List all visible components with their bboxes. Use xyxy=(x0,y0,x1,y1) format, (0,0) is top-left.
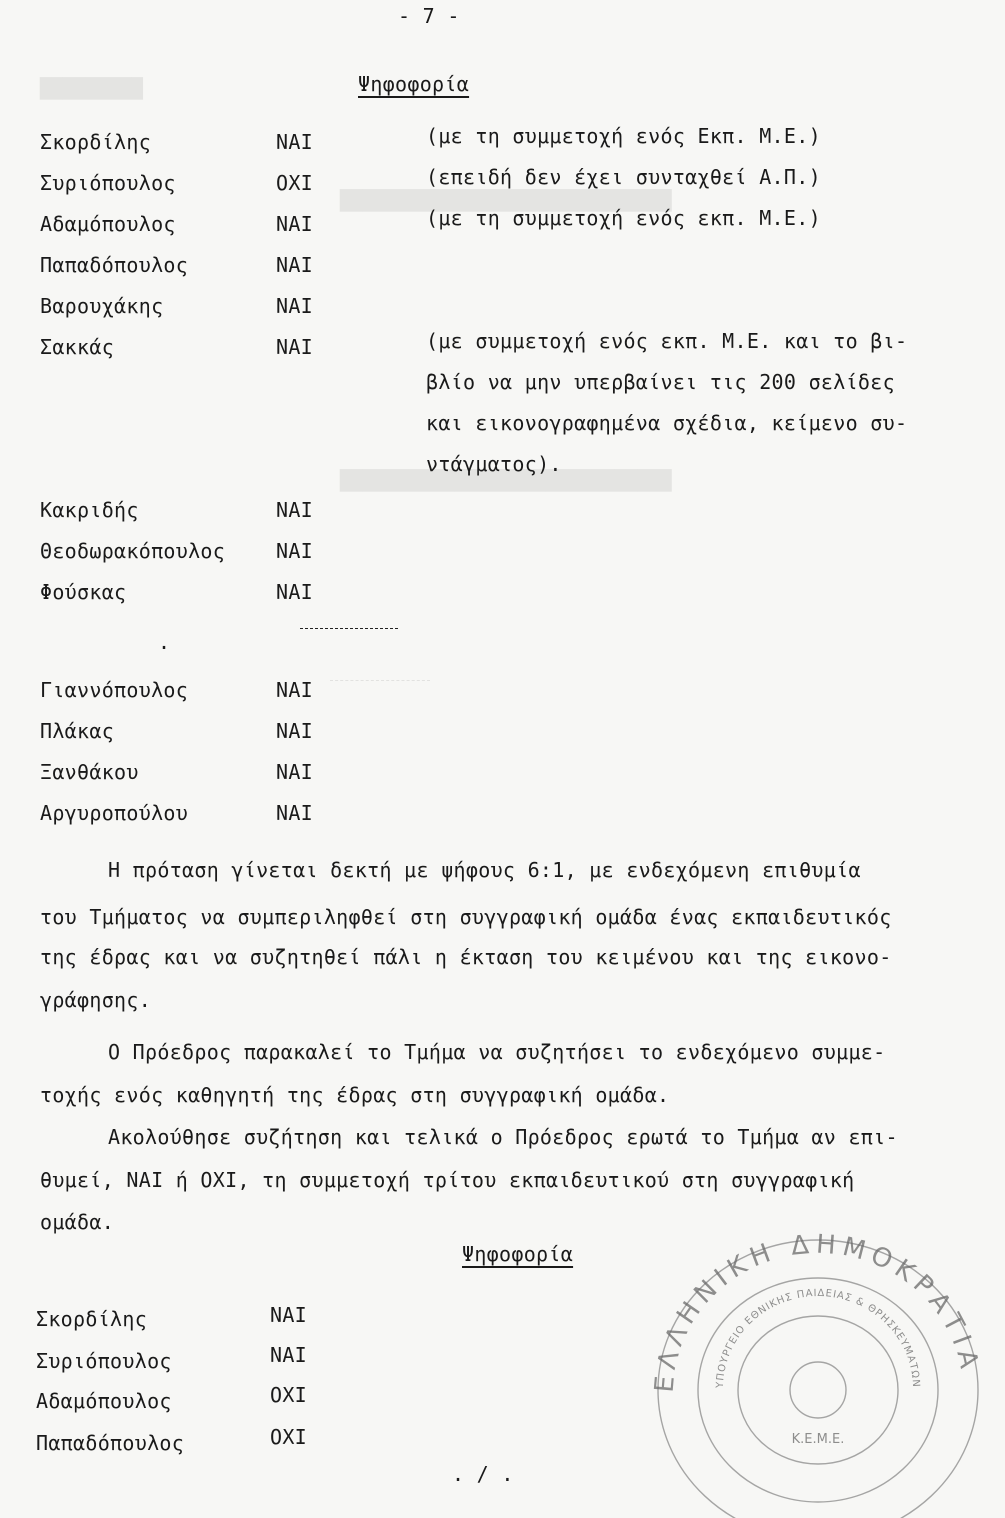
separator-dash xyxy=(300,628,398,629)
stamp-center-text: Κ.Ε.Μ.Ε. xyxy=(791,1432,845,1447)
continuation-mark: . / . xyxy=(452,1462,514,1486)
body-line: του Τμήματος να συμπεριληφθεί στη συγγραφική ομάδα ένας εκπαιδευτικός xyxy=(40,905,892,929)
vote1-value: ΟΧΙ xyxy=(276,171,314,195)
vote1-value: ΝΑΙ xyxy=(276,801,314,825)
vote1-name: Κακριδής xyxy=(40,498,139,522)
vote1-name: Παπαδόπουλος xyxy=(40,253,189,277)
vote1-name: Πλάκας xyxy=(40,719,115,743)
vote1-value: ΝΑΙ xyxy=(276,760,314,784)
vote1-name: Ξανθάκου xyxy=(40,760,139,784)
body-line: τοχής ενός καθηγητή της έδρας στη συγγραφική ομάδα. xyxy=(40,1083,670,1107)
page-number: - 7 - xyxy=(398,4,460,28)
official-stamp xyxy=(628,1228,1005,1518)
vote2-value: ΝΑΙ xyxy=(270,1303,308,1327)
body-line: ομάδα. xyxy=(40,1210,115,1234)
bleed-through-dash xyxy=(330,680,430,681)
vote1-value: ΝΑΙ xyxy=(276,719,314,743)
vote1-name: Γιαννόπουλος xyxy=(40,678,189,702)
vote-note: (επειδή δεν έχει συνταχθεί Α.Π.) xyxy=(426,165,821,189)
vote2-name: Παπαδόπουλος xyxy=(36,1431,185,1455)
vote1-value: ΝΑΙ xyxy=(276,580,314,604)
stamp-inner-text: ΥΠΟΥΡΓΕΙΟ ΕΘΝΙΚΗΣ ΠΑΙΔΕΙΑΣ & ΘΡΗΣΚΕΥΜΑΤΩΝ xyxy=(714,1287,922,1389)
vote1-value: ΝΑΙ xyxy=(276,253,314,277)
vote-note: και εικονογραφημένα σχέδια, κείμενο συ- xyxy=(426,411,908,435)
vote1-name: Σκορδίλης xyxy=(40,130,152,154)
vote-note: (με συμμετοχή ενός εκπ. Μ.Ε. και το βι- xyxy=(426,329,908,353)
vote2-name: Σκορδίλης xyxy=(36,1307,148,1331)
svg-text:ΥΠΟΥΡΓΕΙΟ ΕΘΝΙΚΗΣ ΠΑΙΔΕΙΑΣ & Θ xyxy=(715,1288,921,1389)
vote1-value: ΝΑΙ xyxy=(276,335,314,359)
vote2-heading: Ψηφοφορία xyxy=(462,1242,574,1266)
vote2-value: ΟΧΙ xyxy=(270,1383,308,1407)
vote1-name: Βαρουχάκης xyxy=(40,294,164,318)
vote2-value: ΟΧΙ xyxy=(270,1425,308,1449)
bleed-through-text: █████████████████████████████ xyxy=(340,190,672,212)
vote1-name: Αδαμόπουλος xyxy=(40,212,176,236)
vote1-value: ΝΑΙ xyxy=(276,130,314,154)
body-line: Η πρόταση γίνεται δεκτή με ψήφους 6:1, με ενδεχόμενη επιθυμία xyxy=(108,858,861,882)
vote-note: βλίο να μην υπερβαίνει τις 200 σελίδες xyxy=(426,370,895,394)
vote1-name: Σακκάς xyxy=(40,335,115,359)
vote2-value: ΝΑΙ xyxy=(270,1343,308,1367)
vote1-value: ΝΑΙ xyxy=(276,498,314,522)
vote1-name: Φούσκας xyxy=(40,580,127,604)
bleed-through-text: █████████████████████████████ xyxy=(340,470,672,492)
vote1-name: Αργυροπούλου xyxy=(40,801,189,825)
vote1-value: ΝΑΙ xyxy=(276,678,314,702)
vote2-name: Συριόπουλος xyxy=(36,1349,172,1373)
vote1-value: ΝΑΙ xyxy=(276,212,314,236)
vote-note: ντάγματος). xyxy=(426,452,562,476)
separator-dot: . xyxy=(158,630,171,654)
vote1-value: ΝΑΙ xyxy=(276,294,314,318)
stamp-outer-text: ΕΛΛΗΝΙΚΗ ΔΗΜΟΚΡΑΤΙΑ xyxy=(649,1229,985,1394)
body-line: της έδρας και να συζητηθεί πάλι η έκταση του κειμένου και της εικονο- xyxy=(40,945,892,969)
vote1-name: Θεοδωρακόπουλος xyxy=(40,539,226,563)
bleed-through-text: █████████ xyxy=(40,78,143,100)
body-line: Ο Πρόεδρος παρακαλεί το Τμήμα να συζητήσει το ενδεχόμενο συμμε- xyxy=(108,1040,886,1064)
vote1-value: ΝΑΙ xyxy=(276,539,314,563)
vote-note: (με τη συμμετοχή ενός εκπ. Μ.Ε.) xyxy=(426,206,821,230)
body-line: θυμεί, ΝΑΙ ή ΟΧΙ, τη συμμετοχή τρίτου εκπαιδευτικού στη συγγραφική xyxy=(40,1168,855,1192)
body-line: Ακολούθησε συζήτηση και τελικά ο Πρόεδρος ερωτά το Τμήμα αν επι- xyxy=(108,1125,898,1149)
body-line: γράφησης. xyxy=(40,988,152,1012)
vote1-heading: Ψηφοφορία xyxy=(358,72,470,96)
vote2-name: Αδαμόπουλος xyxy=(36,1389,172,1413)
vote1-name: Συριόπουλος xyxy=(40,171,176,195)
vote-note: (με τη συμμετοχή ενός Εκπ. Μ.Ε.) xyxy=(426,124,821,148)
